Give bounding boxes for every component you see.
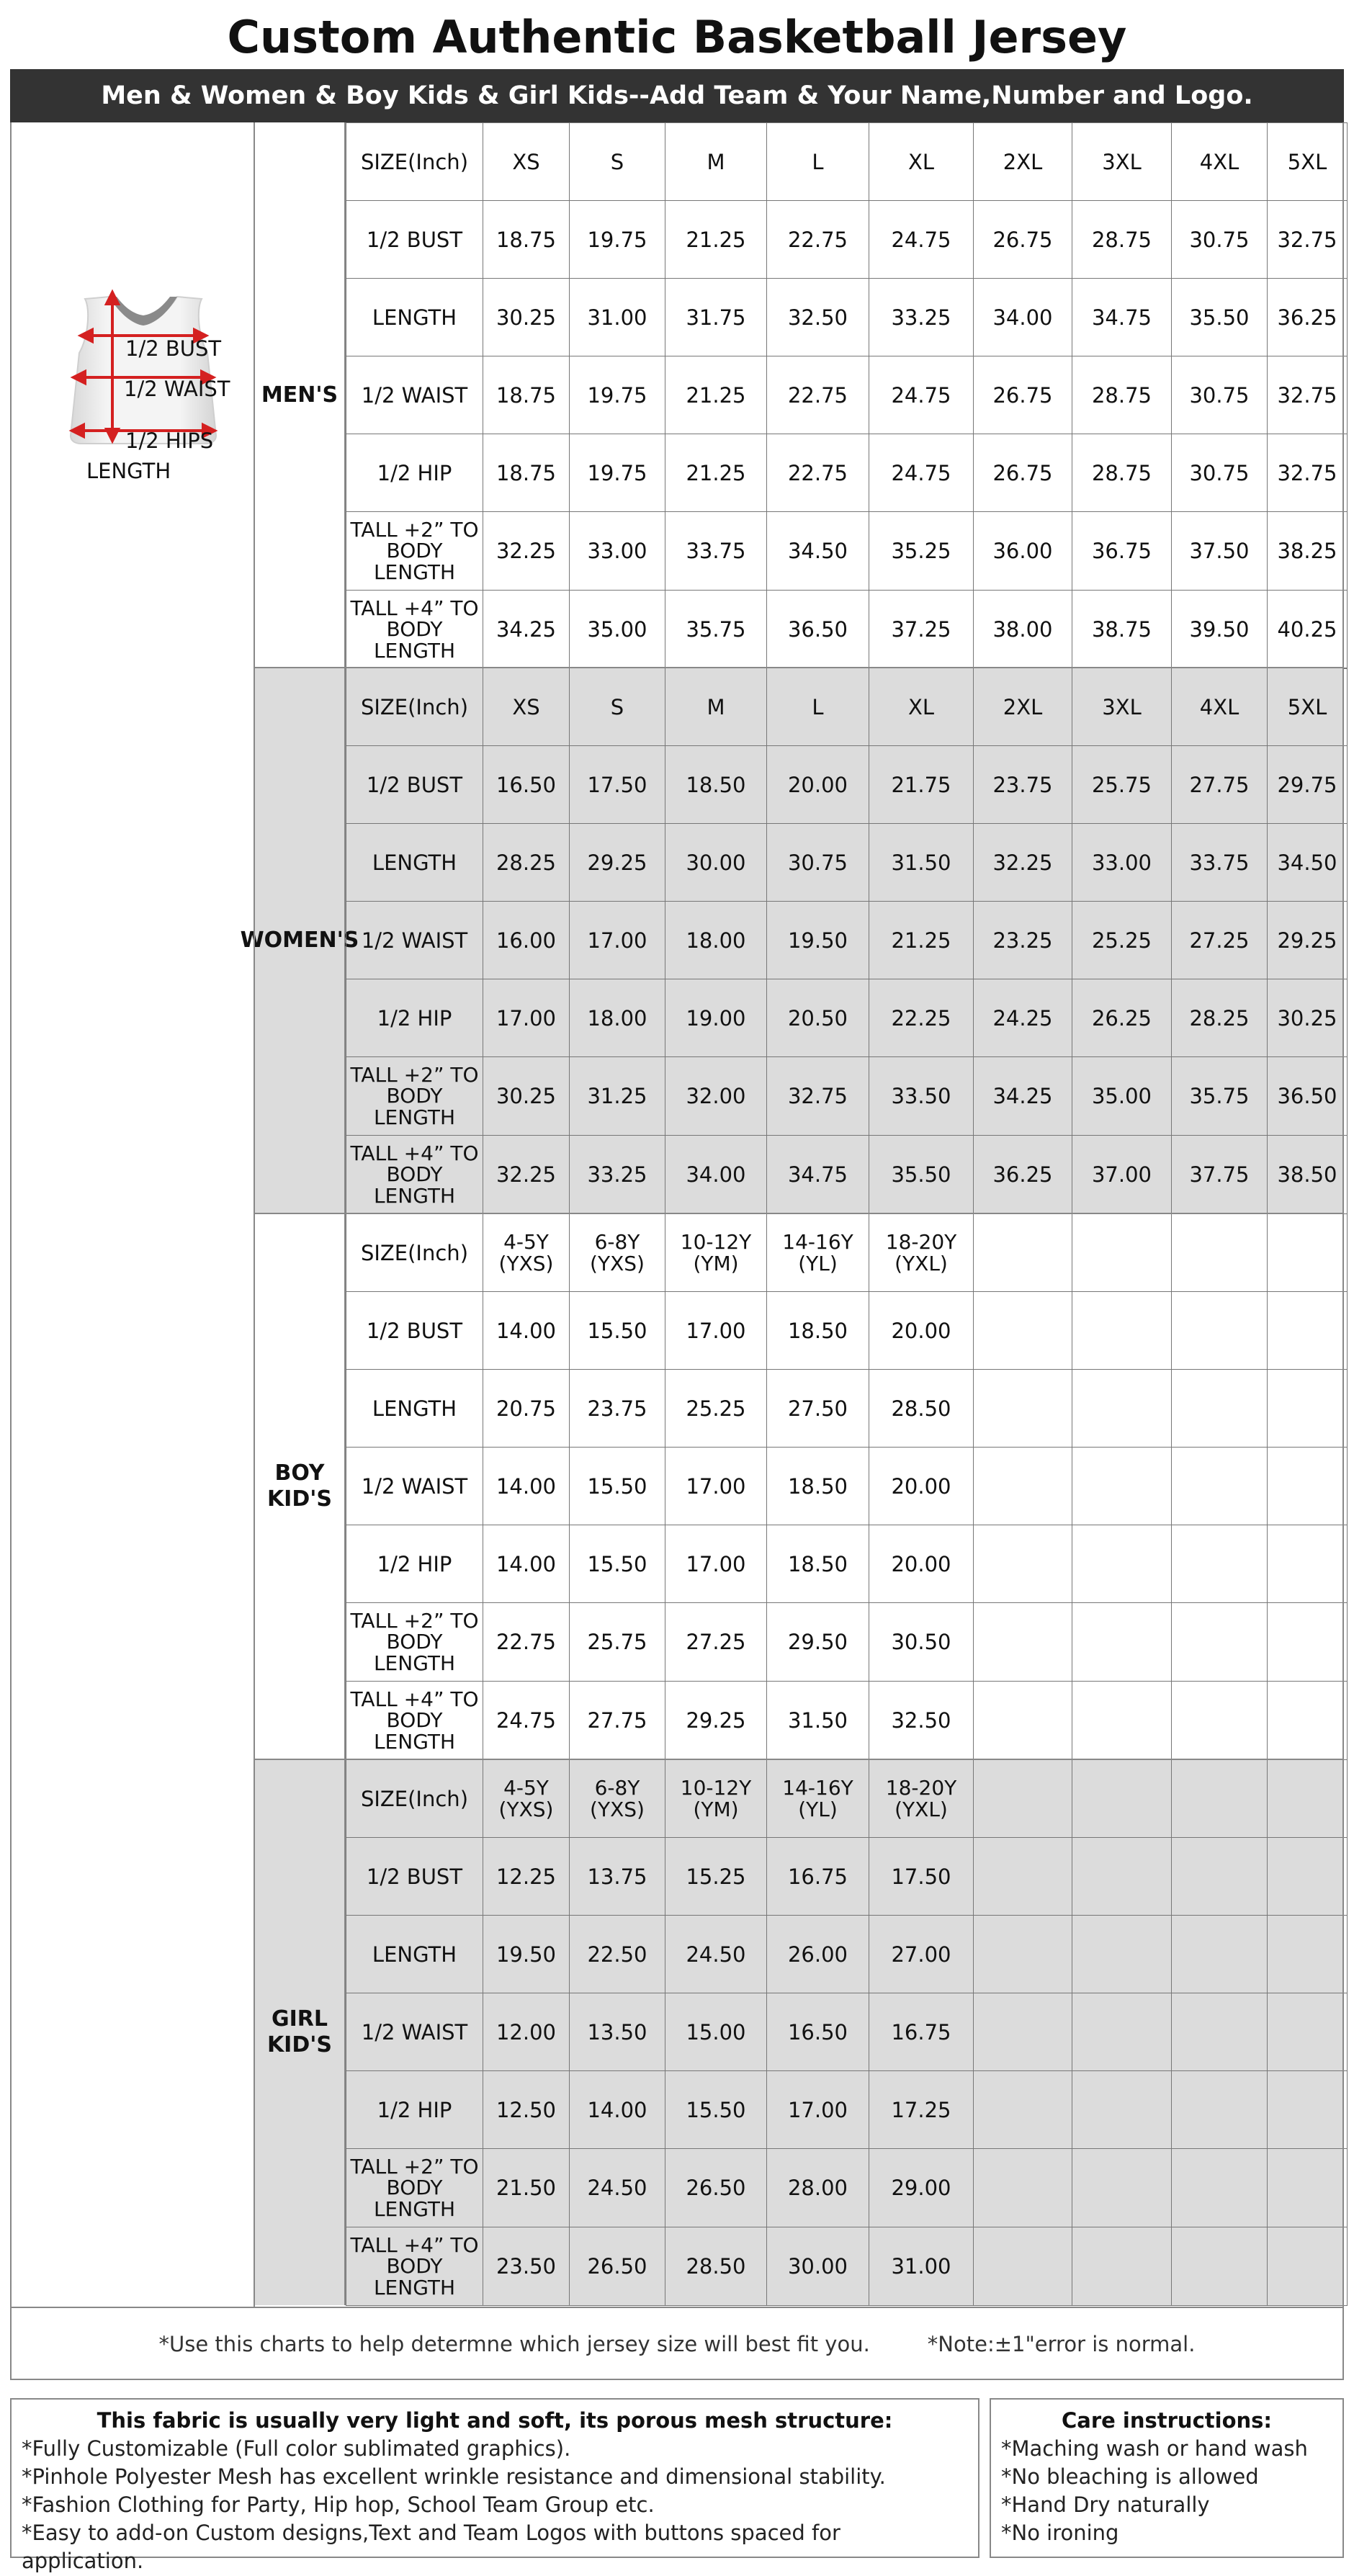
measurement-cell: 22.75 [767,356,869,434]
measurement-cell: 35.50 [869,1136,974,1214]
measurement-cell: 18.00 [570,979,665,1057]
measurement-cell: 24.75 [869,356,974,434]
size-header-cell: 3XL [1072,123,1172,201]
row-label: 1/2 HIP [346,2071,483,2149]
size-header-cell: S [570,668,665,746]
measurement-cell: 22.75 [483,1603,570,1682]
measurement-cell: 37.50 [1172,512,1268,591]
measurement-cell: 18.50 [767,1292,869,1370]
measurement-cell: 29.00 [869,2149,974,2227]
measurement-cell: 32.25 [974,824,1072,902]
measurement-cell: 38.25 [1268,512,1348,591]
measurement-cell: 37.25 [869,591,974,669]
row-label: TALL +2” TO BODY LENGTH [346,2149,483,2227]
size-header-cell: M [665,123,767,201]
measurement-cell: 32.25 [483,512,570,591]
measurement-cell: 19.00 [665,979,767,1057]
size-header-cell: L [767,668,869,746]
measurement-cell: 15.25 [665,1838,767,1916]
row-label: 1/2 WAIST [346,1993,483,2071]
row-label: TALL +4” TO BODY LENGTH [346,1136,483,1214]
measurement-cell: 27.75 [570,1682,665,1760]
row-label: 1/2 WAIST [346,1448,483,1525]
measurement-cell: 26.75 [974,434,1072,512]
size-header-cell: 4-5Y (YXS) [483,1760,570,1838]
measurement-cell: 20.50 [767,979,869,1057]
size-header-cell: 6-8Y (YXS) [570,1214,665,1292]
measurement-cell: 30.25 [483,1057,570,1136]
measurement-cell: 34.75 [767,1136,869,1214]
care-item: *No ironing [1001,2521,1119,2545]
measurement-cell: 38.00 [974,591,1072,669]
measurement-cell: 19.75 [570,356,665,434]
measurement-cell: 33.50 [869,1057,974,1136]
measurement-cell: 32.75 [1268,201,1348,279]
row-label: TALL +2” TO BODY LENGTH [346,1057,483,1136]
measurement-cell: 39.50 [1172,591,1268,669]
measurement-cell: 34.25 [483,591,570,669]
measurement-cell: 18.00 [665,902,767,979]
measurement-cell: 18.50 [767,1525,869,1603]
use-chart-note: *Use this charts to help determne which jersey size will best fit you. [158,2332,870,2356]
measurement-cell: 29.75 [1268,746,1348,824]
measurement-cell: 27.00 [869,1916,974,1993]
waist-label: 1/2 WAIST [124,377,230,401]
measurement-cell: 27.75 [1172,746,1268,824]
measurement-cell: 24.75 [483,1682,570,1760]
measurement-cell: 29.25 [570,824,665,902]
size-header-cell: 10-12Y (YM) [665,1214,767,1292]
error-note: *Note:±1"error is normal. [927,2332,1196,2356]
measurement-cell: 13.50 [570,1993,665,2071]
measurement-cell: 36.75 [1072,512,1172,591]
measurement-cell: 12.50 [483,2071,570,2149]
length-label: LENGTH [86,459,171,483]
measurement-cell: 22.25 [869,979,974,1057]
measurement-cell: 18.75 [483,434,570,512]
measurement-cell: 31.50 [869,824,974,902]
measurement-cell: 35.25 [869,512,974,591]
header-banner: Men & Women & Boy Kids & Girl Kids--Add Team & Your Name,Number and Logo. [10,69,1344,122]
measurement-cell: 14.00 [483,1448,570,1525]
measurement-cell: 34.75 [1072,279,1172,356]
measurement-cell: 24.50 [665,1916,767,1993]
measurement-cell: 32.50 [869,1682,974,1760]
group-label-boy-kid-s: BOY KID'S [255,1213,346,1759]
measurement-cell: 17.00 [767,2071,869,2149]
measurement-cell: 28.50 [665,2227,767,2306]
jersey-diagram [10,122,255,483]
measurement-cell: 14.00 [483,1525,570,1603]
care-instructions [990,2398,1344,2558]
measurement-cell: 26.50 [665,2149,767,2227]
measurement-cell: 14.00 [570,2071,665,2149]
measurement-cell: 17.50 [869,1838,974,1916]
measurement-cell: 15.50 [570,1292,665,1370]
measurement-cell: 16.50 [483,746,570,824]
diagram-cell [10,122,255,2307]
measurement-cell: 29.25 [1268,902,1348,979]
measurement-cell: 18.75 [483,356,570,434]
measurement-cell: 34.50 [767,512,869,591]
measurement-cell: 32.75 [1268,434,1348,512]
row-label: TALL +2” TO BODY LENGTH [346,1603,483,1682]
group-label-men-s: MEN'S [255,122,346,668]
measurement-cell: 36.00 [974,512,1072,591]
measurement-cell: 15.50 [570,1525,665,1603]
measurement-cell: 36.50 [1268,1057,1348,1136]
measurement-cell: 34.50 [1268,824,1348,902]
measurement-cell: 40.25 [1268,591,1348,669]
measurement-cell: 13.75 [570,1838,665,1916]
row-label: SIZE(Inch) [346,123,483,201]
fabric-item: *Easy to add-on Custom designs,Text and Team Logos with buttons spaced for application. [22,2521,840,2573]
measurement-cell: 17.00 [665,1292,767,1370]
measurement-cell: 27.25 [665,1603,767,1682]
size-header-cell: XS [483,668,570,746]
measurement-cell: 17.50 [570,746,665,824]
measurement-cell: 30.25 [483,279,570,356]
row-label: LENGTH [346,824,483,902]
measurement-cell: 12.25 [483,1838,570,1916]
measurement-cell: 21.25 [665,434,767,512]
care-item: *Maching wash or hand wash [1001,2436,1308,2461]
measurement-cell: 34.00 [665,1136,767,1214]
measurement-cell: 20.00 [869,1292,974,1370]
measurement-cell: 16.75 [767,1838,869,1916]
measurement-cell: 37.00 [1072,1136,1172,1214]
row-label: 1/2 BUST [346,201,483,279]
row-label: 1/2 BUST [346,1292,483,1370]
care-item: *Hand Dry naturally [1001,2492,1210,2517]
fabric-heading: This fabric is usually very light and soft, its porous mesh structure: [97,2408,893,2433]
size-header-cell: L [767,123,869,201]
measurement-cell: 16.75 [869,1993,974,2071]
size-header-cell: 5XL [1268,123,1348,201]
measurement-cell: 31.00 [570,279,665,356]
measurement-cell: 35.75 [1172,1057,1268,1136]
measurement-cell: 35.00 [570,591,665,669]
measurement-cell: 26.75 [974,356,1072,434]
measurement-cell: 25.75 [570,1603,665,1682]
measurement-cell: 20.00 [869,1525,974,1603]
size-header-cell: 4XL [1172,668,1268,746]
measurement-cell: 26.50 [570,2227,665,2306]
row-label: 1/2 HIP [346,979,483,1057]
measurement-cell: 21.25 [869,902,974,979]
measurement-cell: 31.25 [570,1057,665,1136]
measurement-cell: 36.50 [767,591,869,669]
measurement-cell: 22.75 [767,434,869,512]
jersey-shape [71,297,216,444]
page-title: Custom Authentic Basketball Jersey [227,11,1127,63]
bust-label: 1/2 BUST [125,336,222,361]
size-header-cell: XL [869,123,974,201]
measurement-cell: 17.25 [869,2071,974,2149]
measurement-cell: 32.00 [665,1057,767,1136]
measurement-cell: 33.00 [570,512,665,591]
measurement-cell: 30.00 [665,824,767,902]
size-header-cell: 10-12Y (YM) [665,1760,767,1838]
measurement-cell: 28.00 [767,2149,869,2227]
measurement-cell: 25.75 [1072,746,1172,824]
measurement-cell: 33.25 [869,279,974,356]
row-label: 1/2 WAIST [346,902,483,979]
measurement-cell: 24.75 [869,201,974,279]
measurement-cell: 38.50 [1268,1136,1348,1214]
row-label: TALL +4” TO BODY LENGTH [346,2227,483,2306]
size-header-cell: 4XL [1172,123,1268,201]
measurement-cell: 36.25 [974,1136,1072,1214]
size-header-cell: 5XL [1268,668,1348,746]
size-header-cell: 6-8Y (YXS) [570,1760,665,1838]
measurement-cell: 36.25 [1268,279,1348,356]
measurement-cell: 18.50 [665,746,767,824]
measurement-cell: 28.75 [1072,356,1172,434]
size-header-cell: 14-16Y (YL) [767,1760,869,1838]
measurement-cell: 30.75 [1172,356,1268,434]
size-header-cell: 18-20Y (YXL) [869,1214,974,1292]
measurement-cell: 15.50 [570,1448,665,1525]
measurement-cell: 23.75 [974,746,1072,824]
measurement-cell: 16.50 [767,1993,869,2071]
measurement-cell: 34.25 [974,1057,1072,1136]
row-label: TALL +4” TO BODY LENGTH [346,1682,483,1760]
measurement-cell: 26.25 [1072,979,1172,1057]
measurement-cell: 34.00 [974,279,1072,356]
group-label-girl-kid-s: GIRL KID'S [255,1759,346,2305]
measurement-cell: 18.75 [483,201,570,279]
measurement-cell: 29.25 [665,1682,767,1760]
measurement-cell: 30.25 [1268,979,1348,1057]
measurement-cell: 33.25 [570,1136,665,1214]
row-label: SIZE(Inch) [346,668,483,746]
size-header-cell: 2XL [974,668,1072,746]
size-header-cell: 4-5Y (YXS) [483,1214,570,1292]
measurement-cell: 19.75 [570,201,665,279]
size-header-cell: M [665,668,767,746]
measurement-cell: 23.25 [974,902,1072,979]
measurement-cell: 22.50 [570,1916,665,1993]
measurement-cell: 38.75 [1072,591,1172,669]
measurement-cell: 21.25 [665,201,767,279]
measurement-cell: 24.25 [974,979,1072,1057]
measurement-cell: 30.75 [767,824,869,902]
measurement-cell: 20.00 [869,1448,974,1525]
measurement-cell: 21.25 [665,356,767,434]
measurement-cell: 19.50 [483,1916,570,1993]
measurement-cell: 15.00 [665,1993,767,2071]
size-header-cell: 18-20Y (YXL) [869,1760,974,1838]
measurement-cell: 28.25 [1172,979,1268,1057]
measurement-cell: 17.00 [483,979,570,1057]
measurement-cell: 33.00 [1072,824,1172,902]
row-label: 1/2 BUST [346,1838,483,1916]
measurement-cell: 23.50 [483,2227,570,2306]
fabric-info [10,2398,979,2573]
measurement-cell: 33.75 [1172,824,1268,902]
measurement-cell: 30.00 [767,2227,869,2306]
care-item: *No bleaching is allowed [1001,2464,1259,2489]
measurement-cell: 35.75 [665,591,767,669]
measurement-cell: 18.50 [767,1448,869,1525]
row-label: SIZE(Inch) [346,1760,483,1838]
measurement-cell: 35.50 [1172,279,1268,356]
care-heading: Care instructions: [1062,2408,1272,2433]
size-header-cell: XL [869,668,974,746]
measurement-cell: 19.75 [570,434,665,512]
row-label: SIZE(Inch) [346,1214,483,1292]
row-label: LENGTH [346,1916,483,1993]
size-header-cell: 3XL [1072,668,1172,746]
measurement-cell: 23.75 [570,1370,665,1448]
measurement-cell: 12.00 [483,1993,570,2071]
measurement-cell: 29.50 [767,1603,869,1682]
measurement-cell: 24.75 [869,434,974,512]
measurement-cell: 32.75 [1268,356,1348,434]
measurement-cell: 21.50 [483,2149,570,2227]
measurement-cell: 28.75 [1072,434,1172,512]
measurement-cell: 30.75 [1172,201,1268,279]
measurement-cell: 37.75 [1172,1136,1268,1214]
measurement-cell: 28.50 [869,1370,974,1448]
measurement-cell: 16.00 [483,902,570,979]
row-label: 1/2 BUST [346,746,483,824]
fabric-item: *Pinhole Polyester Mesh has excellent wrinkle resistance and dimensional stability. [22,2464,886,2489]
measurement-cell: 15.50 [665,2071,767,2149]
measurement-cell: 14.00 [483,1292,570,1370]
measurement-cell: 26.75 [974,201,1072,279]
row-label: LENGTH [346,1370,483,1448]
measurement-cell: 32.75 [767,1057,869,1136]
fabric-item: *Fully Customizable (Full color sublimated graphics). [22,2436,571,2461]
measurement-cell: 31.00 [869,2227,974,2306]
measurement-cell: 27.50 [767,1370,869,1448]
measurement-cell: 20.75 [483,1370,570,1448]
measurement-cell: 33.75 [665,512,767,591]
measurement-cell: 17.00 [570,902,665,979]
measurement-cell: 28.75 [1072,201,1172,279]
row-label: 1/2 HIP [346,1525,483,1603]
fit-note [10,2307,1344,2380]
measurement-cell: 24.50 [570,2149,665,2227]
fabric-item: *Fashion Clothing for Party, Hip hop, School Team Group etc. [22,2492,655,2517]
measurement-cell: 25.25 [1072,902,1172,979]
measurement-cell: 21.75 [869,746,974,824]
group-label-women-s: WOMEN'S [255,668,346,1213]
measurement-cell: 26.00 [767,1916,869,1993]
measurement-cell: 32.25 [483,1136,570,1214]
measurement-cell: 32.50 [767,279,869,356]
measurement-cell: 31.75 [665,279,767,356]
measurement-cell: 22.75 [767,201,869,279]
size-header-cell: XS [483,123,570,201]
row-label: 1/2 HIP [346,434,483,512]
measurement-cell: 30.75 [1172,434,1268,512]
measurement-cell: 25.25 [665,1370,767,1448]
size-header-cell: 2XL [974,123,1072,201]
measurement-cell: 28.25 [483,824,570,902]
row-label: LENGTH [346,279,483,356]
measurement-cell: 35.00 [1072,1057,1172,1136]
measurement-cell: 31.50 [767,1682,869,1760]
measurement-cell: 30.50 [869,1603,974,1682]
row-label: 1/2 WAIST [346,356,483,434]
measurement-cell: 17.00 [665,1448,767,1525]
size-header-cell: 14-16Y (YL) [767,1214,869,1292]
hips-label: 1/2 HIPS [125,428,214,453]
measurement-cell: 19.50 [767,902,869,979]
measurement-cell: 20.00 [767,746,869,824]
row-label: TALL +4” TO BODY LENGTH [346,591,483,669]
row-label: TALL +2” TO BODY LENGTH [346,512,483,591]
measurement-cell: 17.00 [665,1525,767,1603]
size-header-cell: S [570,123,665,201]
measurement-cell: 27.25 [1172,902,1268,979]
